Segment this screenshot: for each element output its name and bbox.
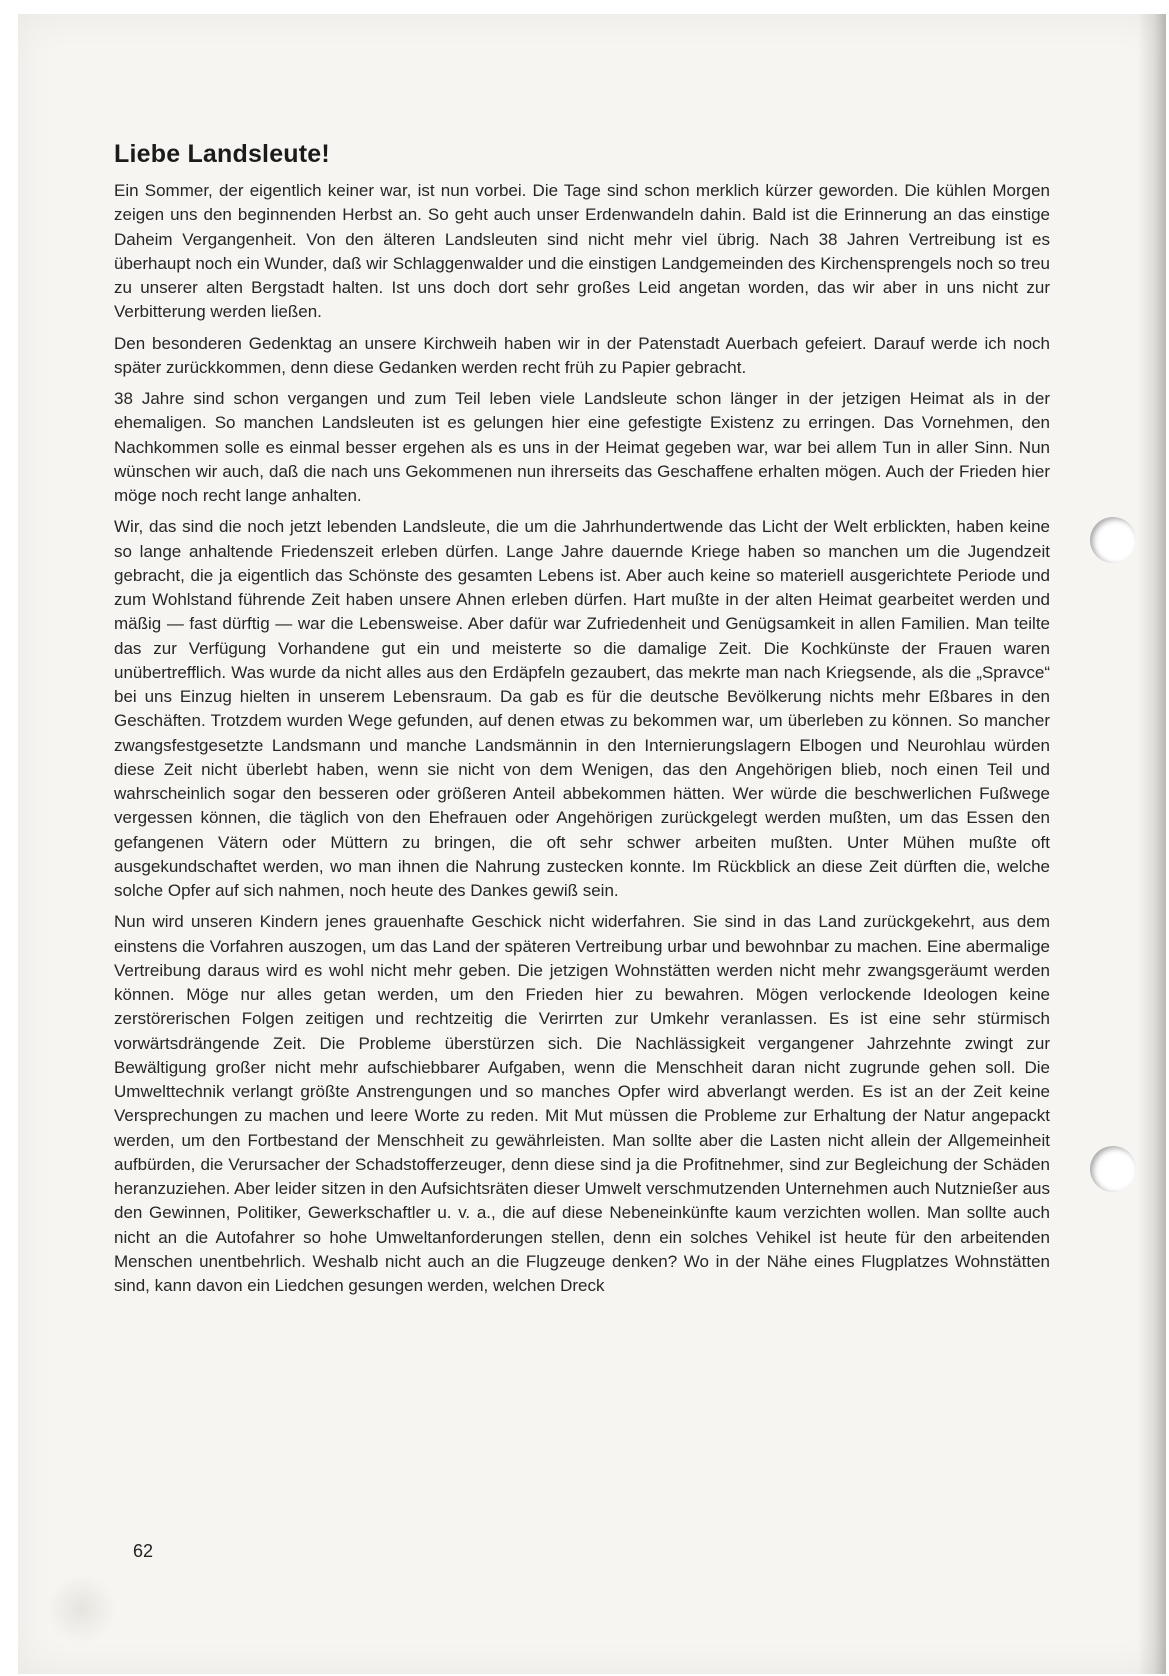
paragraph-4: Wir, das sind die noch jetzt lebenden Landsleute, die um die Jahrhundertwende das Licht der Welt erblickten, haben keine so lange anhaltende Friedenszeit erleben dürfen. Lange Jahre dauernde Kriege haben so manchen um die Jugendzeit gebracht, die ja eigentlich das Schönste des gesamten Lebens ist. Aber auch keine so materiell ausgerichtete Periode und zum Wohlstand führende Zeit haben unsere Ahnen erleben dürfen. Hart mußte in der alten Heimat gearbeitet werden und mäßig — fast dürftig — war die Lebensweise. Aber dafür war Zufriedenheit und Genügsamkeit in allen Familien. Man teilte das zur Verfügung Vorhandene gut ein und meisterte so die damalige Zeit. Die Kochkünste der Frauen waren unübertrefflich. Was wurde da nicht alles aus den Erdäpfeln gezaubert, das mekrte man nach Kriegsende, als die „Spravce“ bei uns Einzug hielten in unserem Lebensraum. Da gab es für die deutsche Bevölkerung nichts mehr Eßbares in den Geschäften. Trotzdem wurden Wege gefunden, auf denen etwas zu bekommen war, um überleben zu können. So mancher zwangsfestgesetzte Landsmann und manche Landsmännin in den Internierungslagern Elbogen und Neurohlau würden diese Zeit nicht überlebt haben, wenn sie nicht von dem Wenigen, das den Angehörigen blieb, noch einen Teil und wahrscheinlich sogar den besseren oder größeren Anteil abbekommen hätten. Wer würde die beschwerlichen Fußwege vergessen können, die täglich von den Ehefrauen oder Angehörigen zurückgelegt werden mußten, um das Essen den gefangenen Vätern oder Müttern zu bringen, die oft sehr schwer arbeiten mußten. Unter Mühen mußte oft ausgekundschaftet werden, wo man ihnen die Nahrung zustecken konnte. Im Rückblick an diese Zeit dürften die, welche solche Opfer auf sich nahmen, noch heute des Dankes gewiß sein. [114, 517, 1050, 900]
punch-hole-bottom [1090, 1146, 1136, 1192]
paragraph-5: Nun wird unseren Kindern jenes grauenhafte Geschick nicht widerfahren. Sie sind in das Land zurückgekehrt, aus dem einstens die Vorfahren auszogen, um das Land der späteren Vertreibung urbar und bewohnbar zu machen. Eine abermalige Vertreibung daraus wird es wohl nicht mehr geben. Die jetzigen Wohnstätten werden nicht mehr zwangsgeräumt werden können. Möge nur alles getan werden, um den Frieden hier zu bewahren. Mögen verlockende Ideologen keine zerstörerischen Folgen zeitigen und rechtzeitig die Verirrten zur Umkehr veranlassen. Es ist eine sehr stürmisch vorwärtsdrängende Zeit. Die Probleme überstürzen sich. Die Nachlässigkeit vergangener Jahrzehnte zwingt zur Bewältigung großer nicht mehr aufschiebbarer Aufgaben, wenn die Menschheit daran nicht zugrunde gehen soll. Die Umwelttechnik verlangt größte Anstrengungen und so manches Opfer wird abverlangt werden. Es ist an der Zeit keine Versprechungen zu machen und leere Worte zu reden. Mit Mut müssen die Probleme zur Erhaltung der Natur angepackt werden, um den Fortbestand der Menschheit zu gewährleisten. Man sollte aber die Lasten nicht allein der Allgemeinheit aufbürden, die Verursacher der Schadstofferzeuger, denn diese sind ja die Profitnehmer, sind zur Begleichung der Schäden heranzuziehen. Aber leider sitzen in den Aufsichtsräten dieser Umwelt verschmutzenden Unternehmen auch Nutznießer aus den Gewinnen, Politiker, Gewerkschaftler u. v. a., die auf diese Nebeneinkünfte kaum verzichten wollen. Man sollte auch nicht an die Autofahrer so hohe Umweltanforderungen stellen, denn ein solches Vehikel ist heute für den arbeitenden Menschen unentbehrlich. Weshalb nicht auch an die Flugzeuge denken? Wo in der Nähe eines Flugplatzes Wohnstätten sind, kann davon ein Liedchen gesungen werden, welchen Dreck [114, 912, 1050, 1295]
paper-stain [46, 1574, 116, 1644]
paragraph-1: Ein Sommer, der eigentlich keiner war, ist nun vorbei. Die Tage sind schon merklich kürzer geworden. Die kühlen Morgen zeigen uns den beginnenden Herbst an. So geht auch unser Erdenwandeln dahin. Bald ist die Erinnerung an das einstige Daheim Vergangenheit. Von den älteren Landsleuten sind nicht mehr viel übrig. Nach 38 Jahren Vertreibung ist es überhaupt noch ein Wunder, daß wir Schlaggenwalder und die einstigen Landgemeinden des Kirchensprengels noch so treu zu unserer alten Bergstadt halten. Ist uns doch dort sehr großes Leid angetan worden, das wir aber in uns nicht zur Verbitterung werden ließen. [114, 181, 1050, 322]
paragraph-3: 38 Jahre sind schon vergangen und zum Teil leben viele Landsleute schon länger in der jetzigen Heimat als in der ehemaligen. So manchen Landsleuten ist es gelungen hier eine gefestigte Existenz zu erringen. Das Vornehmen, den Nachkommen solle es einmal besser ergehen als es uns in der Heimat gegeben war, war bei allem Tun in aller Sinn. Nun wünschen wir auch, daß die nach uns Gekommenen nun ihrerseits das Geschaffene erhalten mögen. Auch der Frieden hier möge noch recht lange anhalten. [114, 389, 1050, 505]
punch-hole-top [1090, 517, 1136, 563]
page-number: 62 [133, 1541, 154, 1561]
article-title: Liebe Landsleute! [114, 140, 330, 168]
page-edge-shadow [1138, 14, 1166, 1674]
paragraph-2: Den besonderen Gedenktag an unsere Kirchweih haben wir in der Patenstadt Auerbach gefeiert. Darauf werde ich noch später zurückkommen, denn diese Gedanken werden recht früh zu Papier gebracht. [114, 333, 1050, 377]
article-body [114, 140, 1050, 1305]
